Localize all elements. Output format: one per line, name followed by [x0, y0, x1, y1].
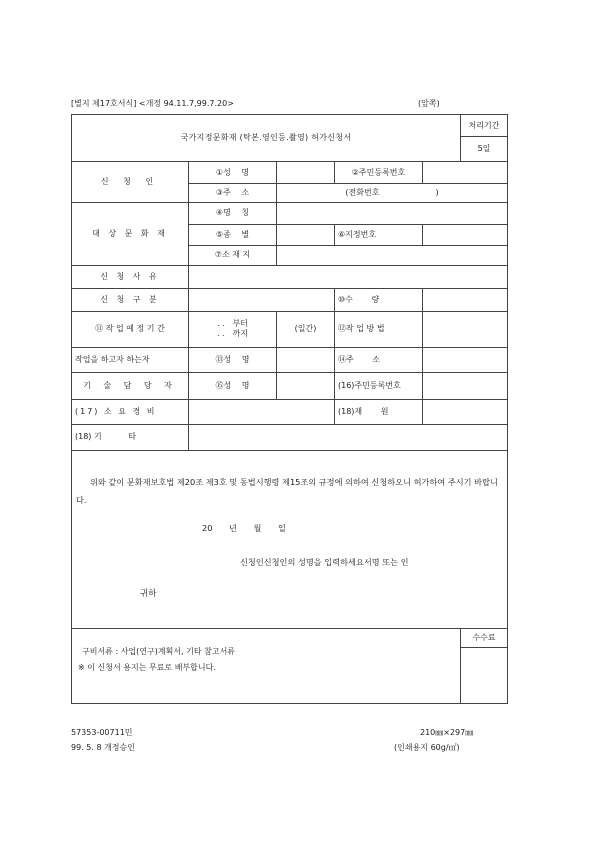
processing-period-label: 처리기간: [461, 115, 508, 137]
work-period-label: ⑪ 작 업 예 정 기 간: [72, 311, 189, 347]
tech-name-field[interactable]: [277, 373, 335, 400]
fund-field[interactable]: [423, 399, 508, 425]
reason-field[interactable]: [189, 266, 508, 289]
cost-label: (17) 소 요 경 비: [72, 399, 189, 425]
work-period-dates[interactable]: [189, 311, 277, 347]
paper-spec: (인쇄용지 60g/㎡): [394, 743, 460, 752]
designation-no-field[interactable]: [423, 225, 508, 245]
declaration-paragraph: 위와 같이 문화재보호법 제20조 제3호 및 동법시행령 제15조의 규정에 의하여 신청하오니 허가하여 주시기 바랍니다.: [76, 476, 498, 505]
applicant-label: 신 청 인: [72, 161, 189, 202]
phone-label: (전화번호 ): [345, 188, 439, 198]
tech-rrn-field[interactable]: [423, 373, 508, 400]
tech-name-label: ⑮성 명: [189, 373, 277, 400]
work-method-field[interactable]: [423, 311, 508, 347]
signature-line[interactable]: 신청인신청인의 성명을 입력하세요서명 또는 인: [240, 556, 409, 567]
kind-field[interactable]: [277, 225, 335, 245]
item-name-label: ④명 칭: [189, 202, 277, 224]
tech-staff-label: 기 술 담 당 자: [72, 373, 189, 400]
fee-label: 수수료: [461, 629, 508, 647]
paper-size: 210㎜×297㎜: [420, 728, 474, 737]
addressee: 귀하: [140, 588, 157, 599]
distribution-note: ※ 이 신청서 용지는 무료로 배부합니다.: [78, 663, 216, 673]
cost-field[interactable]: [189, 399, 335, 425]
applicant-rrn-label: ②주민등록번호: [335, 161, 423, 183]
worker-address-field[interactable]: [423, 347, 508, 373]
quantity-label: ⑩수 량: [335, 289, 423, 311]
worker-name-field[interactable]: [277, 347, 335, 373]
form-number: [별지 제17호서식] <개정 94.11.7,99.7.20>: [71, 99, 234, 108]
designation-no-label: ⑥지정번호: [335, 225, 423, 245]
declaration-section: [72, 450, 508, 629]
location-label: ⑦소 재 지: [189, 245, 277, 265]
application-form: [71, 114, 508, 704]
category-field[interactable]: [189, 289, 335, 311]
kind-label: ⑤종 별: [189, 225, 277, 245]
fee-field[interactable]: [461, 647, 508, 703]
applicant-address-field[interactable]: [277, 184, 508, 202]
processing-period-value: 5일: [461, 137, 508, 161]
date-line[interactable]: 20 년 월 일: [202, 522, 286, 533]
location-field[interactable]: [277, 245, 508, 265]
fund-label: (18)재 원: [335, 399, 423, 425]
etc-label: (18) 기 타: [72, 425, 189, 451]
item-name-field[interactable]: [277, 202, 508, 224]
applicant-address-label: ③주 소: [189, 184, 277, 202]
worker-address-label: ⑭주 소: [335, 347, 423, 373]
target-heritage-label: 대 상 문 화 재: [72, 202, 189, 265]
worker-label: 작업을 하고자 하는자: [72, 347, 189, 373]
form-code: 57353-00711민: [71, 728, 133, 737]
period-from: . . 부터: [216, 319, 249, 329]
tech-rrn-label: (16)주민등록번호: [335, 373, 423, 400]
form-title: 국가지정문화재 (탁본.영인등.촬영) 허가신청서: [72, 115, 461, 162]
etc-field[interactable]: [189, 425, 508, 451]
reason-label: 신 청 사 유: [72, 266, 189, 289]
category-label: 신 청 구 분: [72, 289, 189, 311]
attachments-list: 구비서류 : 사업(연구)계획서, 기타 참고서류: [82, 647, 236, 657]
worker-name-label: ⑬성 명: [189, 347, 277, 373]
period-to: . . 까지: [216, 329, 249, 339]
approval-date: 99. 5. 8 개정승인: [71, 743, 135, 752]
quantity-field[interactable]: [423, 289, 508, 311]
work-method-label: ⑫작 업 방 법: [335, 311, 423, 347]
page-side-label: (앞쪽): [418, 99, 440, 108]
attachments-section: [72, 629, 461, 704]
period-days: (일간): [277, 311, 335, 347]
applicant-name-field[interactable]: [277, 161, 335, 183]
applicant-name-label: ①성 명: [189, 161, 277, 183]
applicant-rrn-field[interactable]: [423, 161, 508, 183]
